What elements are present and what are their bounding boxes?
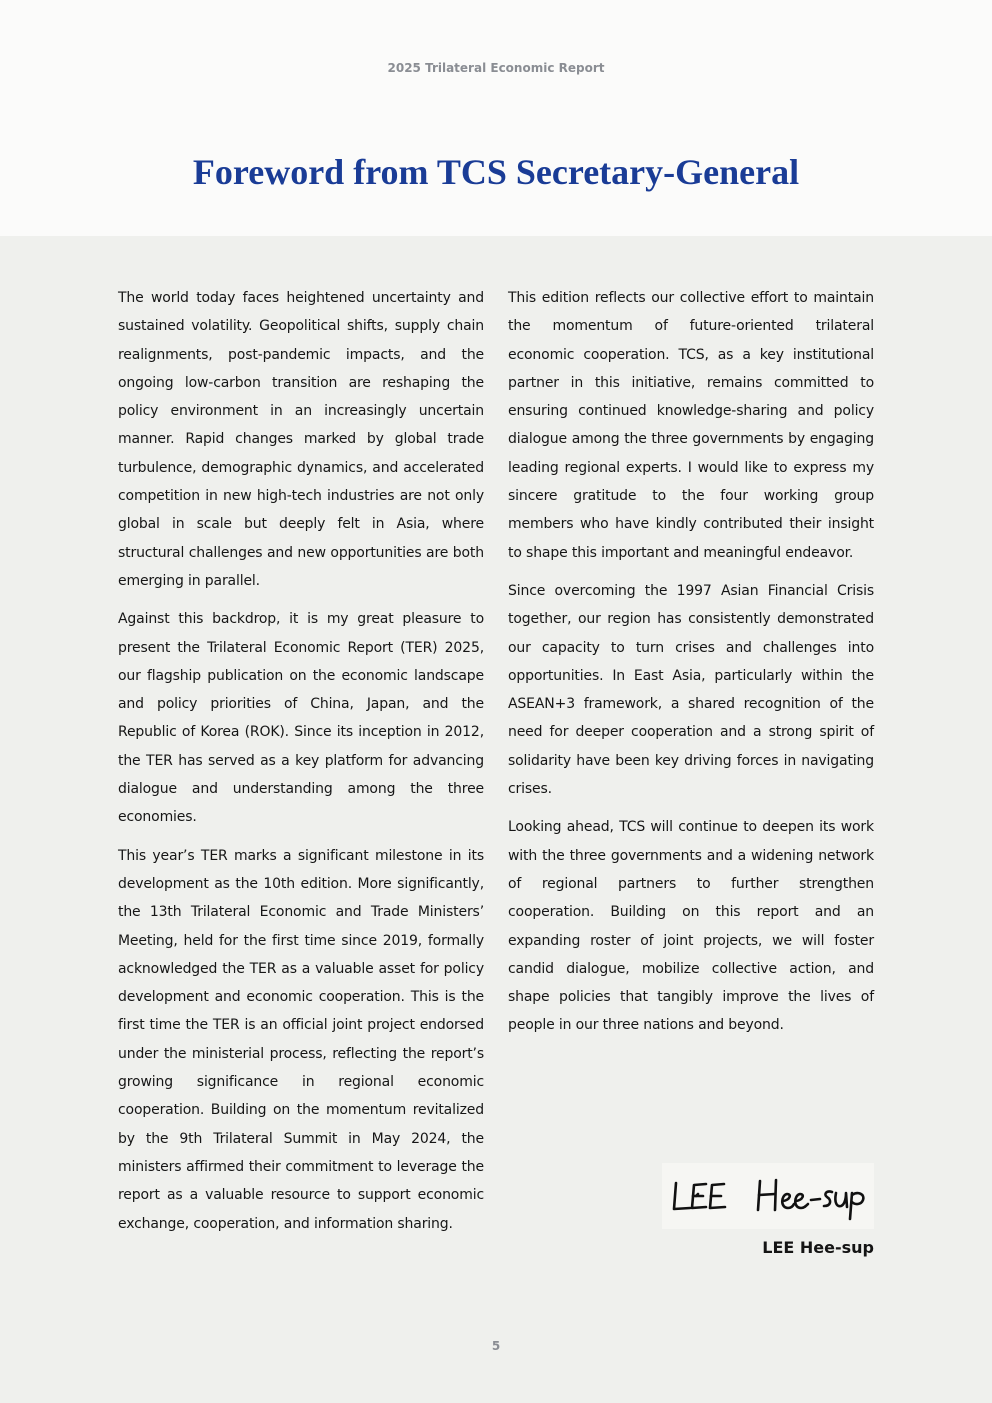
- page-title: Foreword from TCS Secretary-General: [192, 152, 800, 192]
- body-paragraph: Looking ahead, TCS will continue to deepen its work with the three governments and a widening network of regional partners to further strengthen cooperation. Building on this report and an expanding roster of joint projects, we will foster candid dialogue, mobilize collective action, and shape policies that tangibly improve the lives of people in our three nations and beyond.: [508, 819, 874, 1034]
- body-paragraph: Since overcoming the 1997 Asian Financial Crisis together, our region has consistently demonstrated our capacity to turn crises and challenges into opportunities. In East Asia, particularly within the ASEAN+3 framework, a shared recognition of the need for deeper cooperation and a strong spirit of solidarity have been key driving forces in navigating crises.: [508, 582, 874, 798]
- handwritten-signature: [662, 1163, 874, 1229]
- body-paragraph: This edition reflects our collective effort to maintain the momentum of future-oriented trilateral economic cooperation. TCS, as a key institutional partner in this initiative, remains committed to ensuring continued knowledge-sharing and policy dialogue among the three governments by engaging leading regional experts. I would like to express my sincere gratitude to the four working group members who have kindly contributed their insight to shape this important and meaningful endeavor.: [508, 290, 874, 561]
- body-paragraph: The world today faces heightened uncertainty and sustained volatility. Geopolitical shifts, supply chain realignments, post-pandemic impacts, and the ongoing low-carbon transition are reshaping the policy environment in an increasingly uncertain manner. Rapid changes marked by global trade turbulence, demographic dynamics, and accelerated competition in new high-tech industries are not only global in scale but deeply felt in Asia, where structural challenges and new opportunities are both emerging in parallel.: [118, 290, 484, 589]
- body-paragraph: Against this backdrop, it is my great pleasure to present the Trilateral Economic Report (TER) 2025, our flagship publication on the economic landscape and policy priorities of China, Japan, and the Republic of Korea (ROK). Since its inception in 2012, the TER has served as a key platform for advancing dialogue and understanding among the three economies.: [118, 611, 484, 826]
- page-number: 5: [491, 1339, 501, 1353]
- running-header: 2025 Trilateral Economic Report: [387, 61, 605, 75]
- signature-image: [662, 1163, 874, 1229]
- signer-name: LEE Hee-sup: [762, 1238, 874, 1257]
- right-column: [508, 284, 874, 1050]
- left-column: [118, 284, 484, 1248]
- body-paragraph: This year’s TER marks a significant milestone in its development as the 10th edition. More significantly, the 13th Trilateral Economic and Trade Ministers’ Meeting, held for the first time since 2019, formally acknowledged the TER as a valuable asset for policy development and economic cooperation. This is the first time the TER is an official joint project endorsed under the ministerial process, reflecting the report’s growing significance in regional economic cooperation. Building on the momentum revitalized by the 9th Trilateral Summit in May 2024, the ministers affirmed their commitment to leverage the report as a valuable resource to support economic exchange, cooperation, and information sharing.: [118, 847, 484, 1232]
- header-band: [0, 0, 992, 236]
